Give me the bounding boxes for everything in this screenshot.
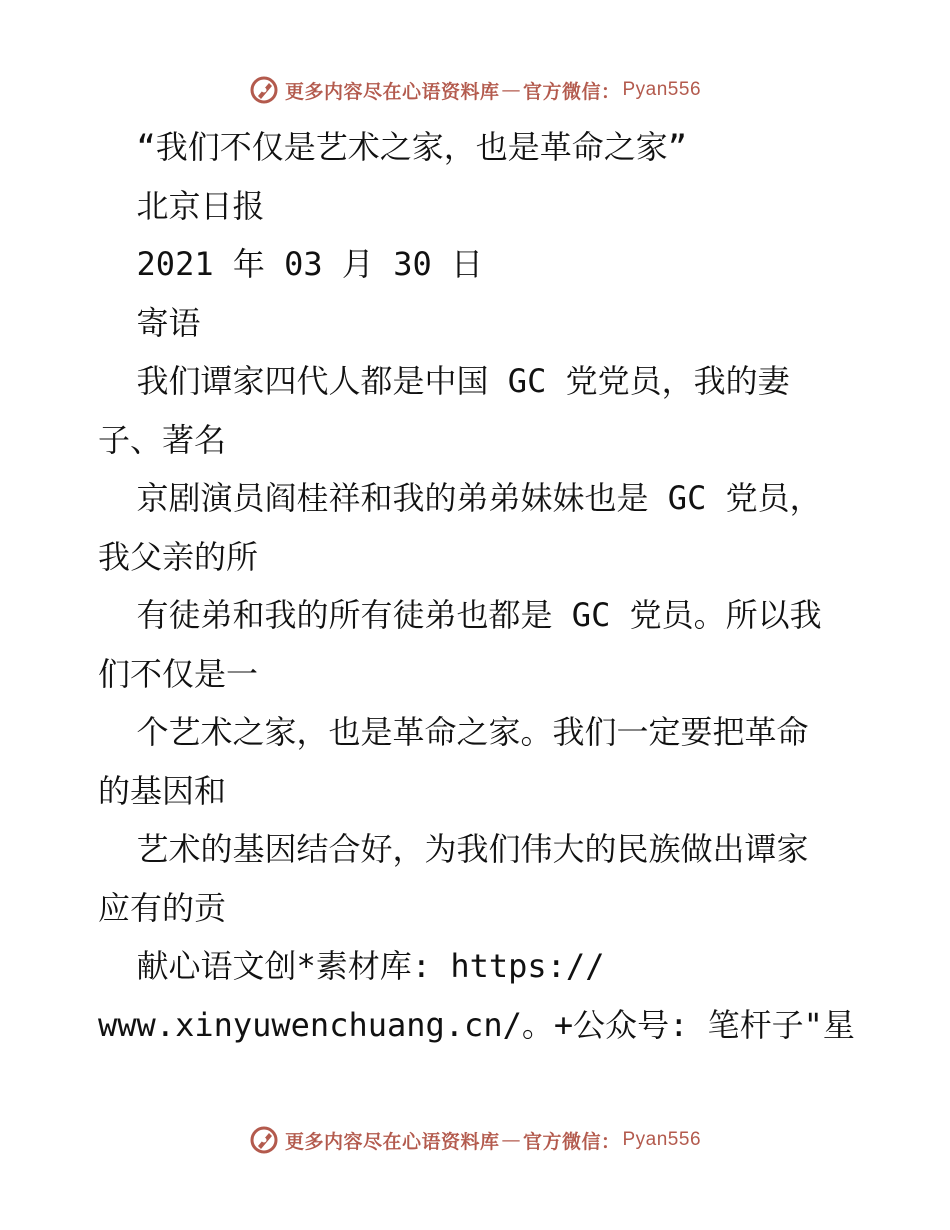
doc-title: “我们不仅是艺术之家，也是革命之家” <box>98 128 688 166</box>
doc-text-line: 京剧演员阎桂祥和我的弟弟妹妹也是 GC 党员， <box>98 479 822 517</box>
watermark-dash: — <box>501 1129 521 1151</box>
doc-section-heading: 寄语 <box>98 303 201 342</box>
doc-text-line: 我们谭家四代人都是中国 GC 党党员，我的妻 <box>98 362 790 400</box>
doc-text-line: 们不仅是一 <box>98 654 259 693</box>
watermark-banner-top <box>0 70 950 110</box>
doc-date: 2021 年 03 月 30 日 <box>98 245 483 283</box>
pen-seal-icon <box>249 1125 279 1155</box>
doc-text-line: 的基因和 <box>98 771 227 810</box>
doc-text-line: 献心语文创*素材库: https:// <box>98 947 605 985</box>
watermark-banner-bottom <box>0 1120 950 1160</box>
doc-text-line: www.xinyuwenchuang.cn/。+公众号: 笔杆子"星 <box>98 1005 855 1044</box>
watermark-wechat-id: Pyan556 <box>622 79 702 100</box>
doc-text-line: 有徒弟和我的所有徒弟也都是 GC 党员。所以我 <box>98 596 822 634</box>
doc-text-line: 子、著名 <box>98 420 227 459</box>
doc-text-line: 应有的贡 <box>98 888 227 927</box>
doc-text-line: 艺术的基因结合好，为我们伟大的民族做出谭家 <box>98 830 809 868</box>
document-body <box>98 118 858 1054</box>
doc-text-line: 个艺术之家，也是革命之家。我们一定要把革命 <box>98 713 809 751</box>
watermark-wechat-label: 官方微信： <box>522 1130 621 1153</box>
watermark-wechat-label: 官方微信： <box>522 80 621 103</box>
pen-seal-icon <box>249 75 279 105</box>
watermark-dash: — <box>501 79 521 101</box>
doc-source: 北京日报 <box>98 186 265 225</box>
watermark-main-text: 更多内容尽在心语资料库 <box>284 80 500 103</box>
doc-text-line: 我父亲的所 <box>98 537 259 576</box>
watermark-main-text: 更多内容尽在心语资料库 <box>284 1130 500 1153</box>
watermark-wechat-id: Pyan556 <box>622 1129 702 1150</box>
